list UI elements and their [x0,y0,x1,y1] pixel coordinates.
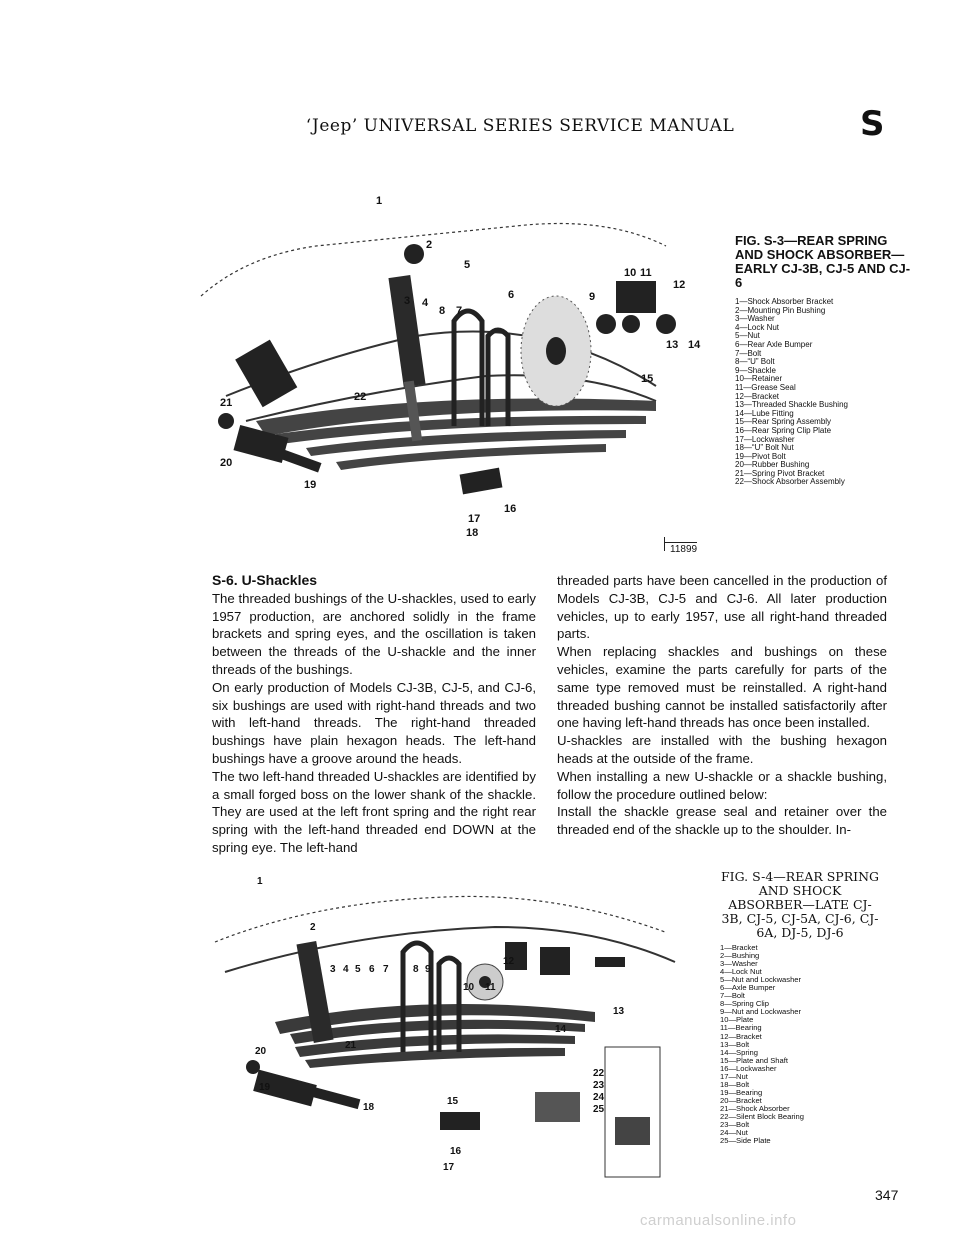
legend-item: 7—Bolt [735,348,762,358]
legend-item: 16—Rear Spring Clip Plate [735,425,832,435]
callout-13: 13 [613,1006,625,1017]
callout-5: 5 [355,964,361,975]
callout-2: 2 [426,239,433,251]
legend-item: 25—Side Plate [720,1136,771,1146]
callout-8: 8 [413,964,419,975]
callout-11: 11 [640,267,652,279]
callout-17: 17 [443,1162,455,1173]
callout-7: 7 [456,305,463,317]
legend-item: 9—Nut and Lockwasher [720,1007,802,1017]
callout-21: 21 [345,1040,357,1051]
callout-18: 18 [466,527,479,539]
figure-rear-spring-early-diagram [186,186,702,546]
callout-16: 16 [504,503,517,515]
paragraph: threaded parts have been cancelled in the production of Models CJ-3B, CJ-5 and CJ-6. All later production vehicles, up to early 1957, use all right-hand threaded parts. [557,573,887,642]
legend-item: 8—Spring Clip [720,999,769,1009]
callout-14: 14 [555,1024,567,1035]
legend-item: 9—Shackle [735,365,776,375]
legend-item: 17—Lockwasher [735,434,795,444]
legend-item: 19—Bearing [720,1087,763,1097]
callout-17: 17 [468,513,481,525]
callout-7: 7 [383,964,389,975]
legend-item: 11—Grease Seal [735,382,796,392]
legend-item: 3—Washer [735,314,775,324]
callout-20: 20 [220,457,233,469]
paragraph: U-shackles are installed with the bushing hexagon heads at the outside of the frame. [557,733,887,766]
legend-item: 16—Lockwasher [720,1063,777,1073]
legend-item: 7—Bolt [720,991,745,1001]
paragraph: Install the shackle grease seal and retainer over the threaded end of the shackle up to the shoulder. In- [557,804,887,838]
figure-rear-spring-late-diagram [195,872,700,1182]
paragraph: When replacing shackles and bushings on these vehicles, examine the parts carefully for parts of the same type removed must be reinstalled. A right-hand threaded bushing cannot be installed satisfactorily after one having left-hand threads has once been installed. [557,644,887,731]
callout-10: 10 [463,982,475,993]
legend-item: 12—Bracket [720,1031,762,1041]
legend-item: 6—Rear Axle Bumper [735,339,813,349]
callout-13: 13 [666,339,679,351]
callout-25: 25 [593,1104,605,1115]
legend-item: 20—Rubber Bushing [735,460,810,470]
callout-16: 16 [450,1146,462,1157]
legend-item: 3—Washer [720,959,758,969]
figure1-caption [735,234,915,487]
callout-3: 3 [404,295,411,307]
callout-9: 9 [425,964,431,975]
legend-item: 10—Retainer [735,374,783,384]
callout-9: 9 [589,291,596,303]
legend-item: 6—Axle Bumper [720,983,776,993]
legend-item: 14—Spring [720,1047,758,1057]
paragraph: The two left-hand threaded U-shackles are identified by a small forged boss on the lower shank of the shackle. They are used at the left front spring and the right rear spring with the left-hand threaded end DOWN at the spring eye. The left-hand [212,768,536,855]
legend-item: 24—Nut [720,1128,748,1138]
callout-22: 22 [354,391,367,403]
page-header: ‘Jeep’ UNIVERSAL SERIES SERVICE MANUAL [305,116,735,136]
legend-item: 5—Nut and Lockwasher [720,975,802,985]
callout-8: 8 [439,305,446,317]
callout-3: 3 [330,964,336,975]
callout-1: 1 [257,876,263,887]
callout-23: 23 [593,1080,605,1091]
section-letter: S [860,104,885,144]
section-heading: S-6. U-Shackles [212,572,318,588]
callout-14: 14 [688,339,701,351]
legend-item: 21—Shock Absorber [720,1103,790,1113]
legend-item: 10—Plate [720,1015,754,1025]
legend-item: 14—Lube Fitting [735,408,794,418]
legend-item: 15—Plate and Shaft [720,1055,788,1065]
callout-19: 19 [259,1082,271,1093]
legend-item: 4—Lock Nut [735,322,780,332]
legend-item: 13—Threaded Shackle Bushing [735,400,848,410]
callout-2: 2 [310,922,316,933]
footer-watermark-url[interactable]: carmanualsonline.info [640,1212,797,1229]
callout-6: 6 [508,289,515,301]
callout-10: 10 [624,267,637,279]
legend-item: 18—“U” Bolt Nut [735,443,794,453]
legend-item: 2—Bushing [720,951,760,961]
figure1-legend [735,298,915,487]
figure2-caption [720,870,880,1145]
legend-item: 15—Rear Spring Assembly [735,417,832,427]
callout-11: 11 [485,982,496,993]
figure1-title: FIG. S-3—REAR SPRING AND SHOCK ABSORBER— EARLY CJ-3B, CJ-5 AND CJ-6 [735,233,911,290]
legend-item: 22—Shock Absorber Assembly [735,477,845,487]
legend-item: 4—Lock Nut [720,967,762,977]
legend-item: 23—Bolt [720,1120,750,1130]
legend-item: 21—Spring Pivot Bracket [735,468,825,478]
callout-12: 12 [673,279,686,291]
text-column-right [557,572,887,839]
callout-4: 4 [422,297,429,309]
paragraph: On early production of Models CJ-3B, CJ-5, and CJ-6, six bushings are used with right-hand threads and two with left-hand threads. The right-hand threaded bushings have plain hexagon heads. The left-hand bushings have a groove around the heads. [212,679,536,766]
callout-21: 21 [220,397,233,409]
callout-18: 18 [363,1102,375,1113]
callout-15: 15 [641,373,654,385]
legend-item: 20—Bracket [720,1095,762,1105]
callout-19: 19 [304,479,317,491]
legend-item: 12—Bracket [735,391,780,401]
legend-item: 8—“U” Bolt [735,357,775,367]
figure1-image-number: 11899 [664,542,697,555]
legend-item: 18—Bolt [720,1079,750,1089]
callout-6: 6 [369,964,375,975]
paragraph: When installing a new U-shackle or a shackle bushing, follow the procedure outlined below: [557,768,887,802]
callout-1: 1 [376,195,383,207]
legend-item: 5—Nut [735,331,760,341]
legend-item: 19—Pivot Bolt [735,451,786,461]
paragraph: The threaded bushings of the U-shackles, used to early 1957 production, are anchored solidly in the frame brackets and spring eyes, and the oscillation is taken between the threads of the U-shackle and the inner threads of the bushings. [212,590,536,677]
legend-item: 11—Bearing [720,1023,762,1033]
callout-4: 4 [343,964,349,975]
figure2-title: FIG. S-4—REAR SPRING AND SHOCK ABSORBER—LATE CJ-3B, CJ-5, CJ-5A, CJ-6, CJ-6A, DJ-5, DJ-6 [721,869,879,940]
legend-item: 1—Bracket [720,943,758,952]
legend-item: 13—Bolt [720,1039,750,1049]
page-number: 347 [875,1187,899,1203]
callout-15: 15 [447,1096,459,1107]
callout-5: 5 [464,259,471,271]
callout-24: 24 [593,1092,605,1103]
text-column-left [212,572,536,857]
callout-12: 12 [503,956,515,967]
figure2-legend [720,944,880,1145]
legend-item: 1—Shock Absorber Bracket [735,297,834,306]
legend-item: 17—Nut [720,1071,748,1081]
legend-item: 2—Mounting Pin Bushing [735,305,826,315]
legend-item: 22—Silent Block Bearing [720,1111,804,1121]
callout-20: 20 [255,1046,267,1057]
callout-22: 22 [593,1068,605,1079]
